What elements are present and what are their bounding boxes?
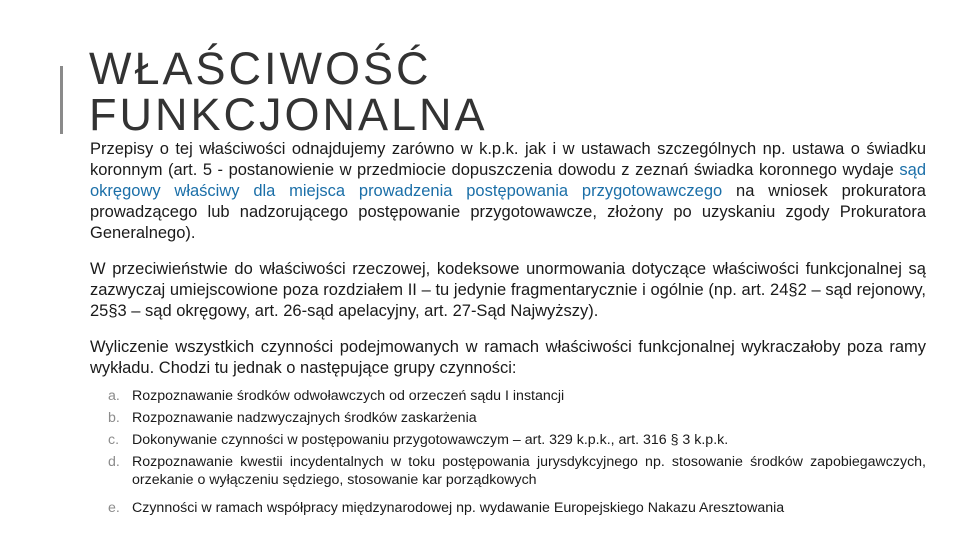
list-marker: c. [108, 432, 120, 448]
list-marker: e. [108, 500, 120, 516]
highlighted-court-text: sąd okręgowy właściwy dla miejsca prowadzenia postępowania przygotowawczego [90, 161, 926, 200]
paragraph-enumeration: Wyliczenie wszystkich czynności podejmowanych w ramach właściwości funkcjonalnej wykraczałoby poza ramy wykładu. Chodzi tu jednak o następujące grupy czynności: [90, 338, 926, 377]
list-item-text: Dokonywanie czynności w postępowaniu przygotowawczym – art. 329 k.p.k., art. 316 § 3 k.p.k. [132, 432, 729, 448]
paragraph-witness-text-1: Przepisy o tej właściwości odnajdujemy zarówno w k.p.k. jak i w ustawach szczególnych np. ustawa o świadku koronnym (art. 5 - postanowienie w przedmiocie dopuszczenia dowodu z zeznań świadka koronnego wydaje [90, 140, 926, 179]
page-title [89, 43, 488, 140]
slide-body [90, 139, 926, 521]
paragraph-witness-text-2: na wniosek prokuratora prowadzącego lub nadzorującego postępowanie przygotowawcze, złożony po uzyskaniu zgody Prokuratora Generalnego). [90, 182, 926, 242]
list-marker: a. [108, 388, 120, 404]
list-item [90, 453, 926, 489]
page-title-line-2: FUNKCJONALNA [89, 89, 488, 140]
title-accent-bar [60, 66, 63, 134]
list-item-text: Czynności w ramach współpracy międzynarodowej np. wydawanie Europejskiego Nakazu Aresztowania [132, 500, 785, 516]
list-marker: b. [108, 410, 120, 426]
list-marker: d. [108, 454, 120, 470]
list-item-text: Rozpoznawanie kwestii incydentalnych w toku postępowania jurysdykcyjnego np. stosowanie środków zapobiegawczych, orzekanie o wyłączeniu sędziego, stosowanie kar porządkowych [132, 454, 926, 488]
list-item-text: Rozpoznawanie nadzwyczajnych środków zaskarżenia [132, 410, 477, 426]
activity-list [90, 387, 926, 517]
list-item [90, 409, 926, 427]
page-title-line-1: WŁAŚCIWOŚĆ [89, 43, 432, 94]
list-item [90, 431, 926, 449]
list-item-text: Rozpoznawanie środków odwoławczych od orzeczeń sądu I instancji [132, 388, 565, 404]
list-item [90, 499, 926, 517]
paragraph-contrast: W przeciwieństwie do właściwości rzeczowej, kodeksowe unormowania dotyczące właściwości funkcjonalnej są zazwyczaj umiejscowione poza rozdziałem II – tu jedynie fragmentarycznie i ogólnie (np. art. 24§2 – sąd rejonowy, 25§3 – sąd okręgowy, art. 26-sąd apelacyjny, art. 27-Sąd Najwyższy). [90, 260, 926, 320]
list-item [90, 387, 926, 405]
paragraph-witness [90, 139, 926, 244]
